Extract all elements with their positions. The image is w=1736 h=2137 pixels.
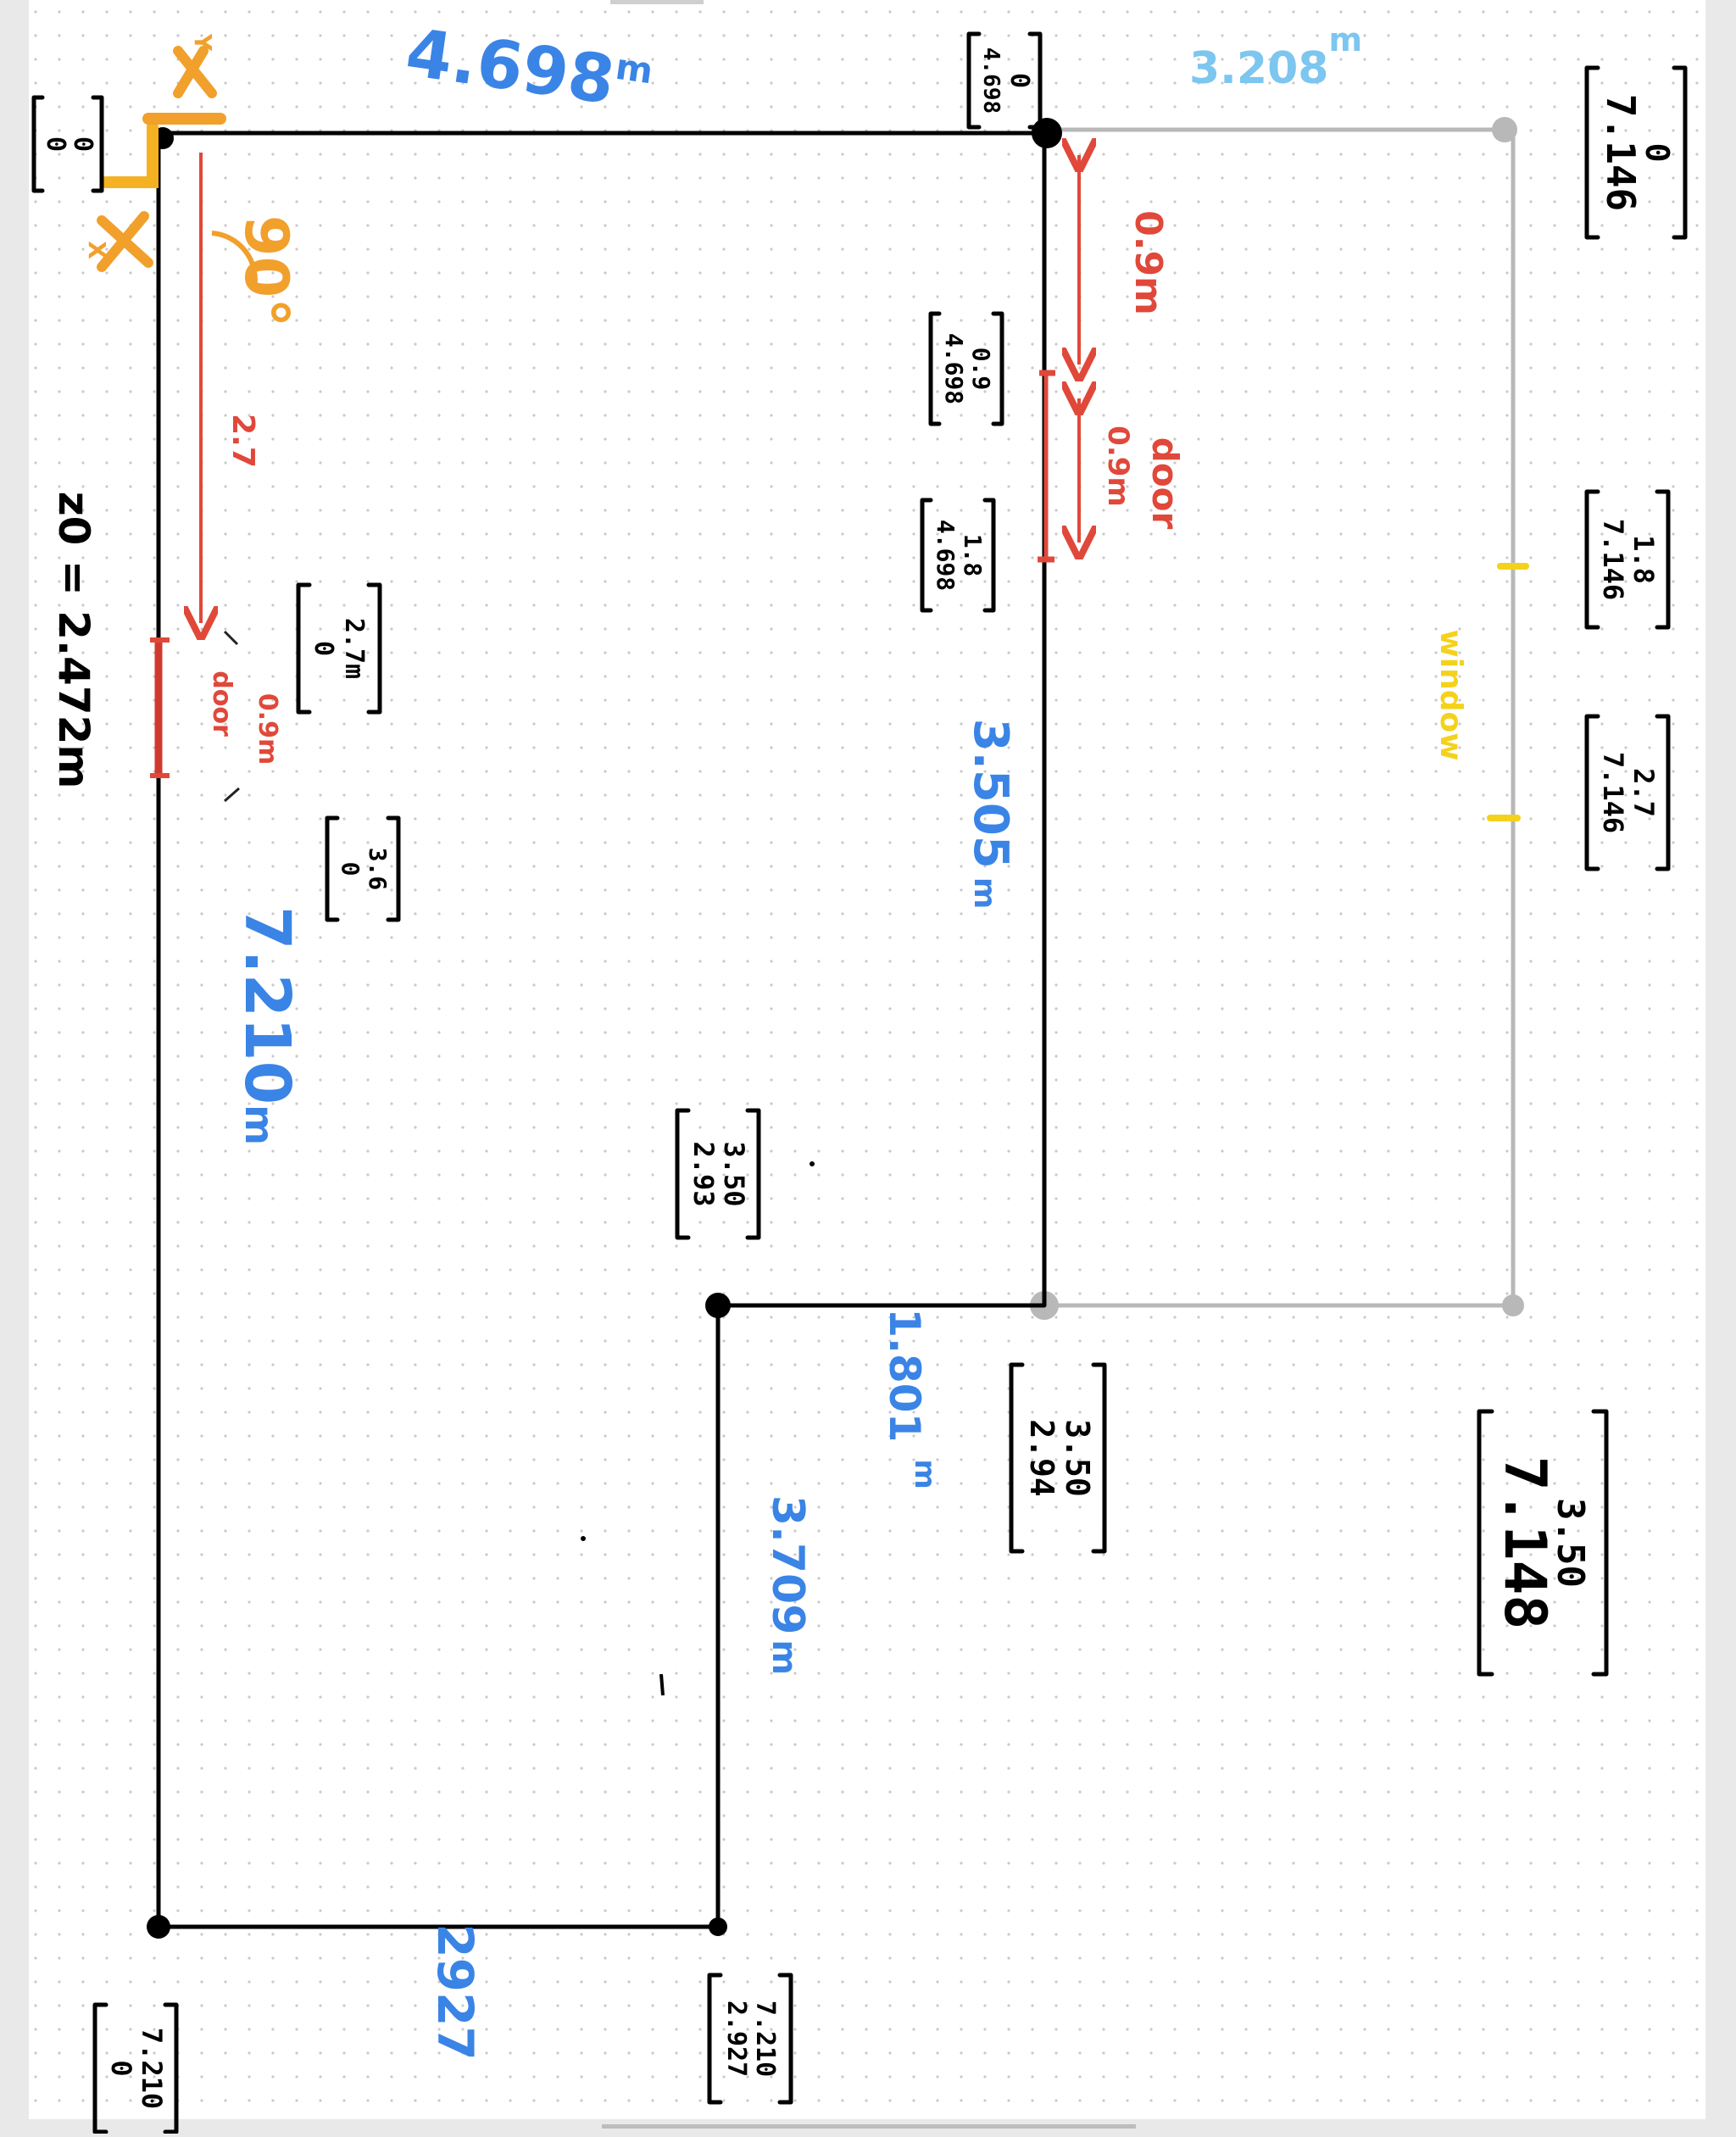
svg-text:2.94: 2.94 — [1023, 1419, 1060, 1497]
top-wall-unit: m — [613, 45, 656, 92]
svg-text:1.8: 1.8 — [959, 533, 987, 577]
top-wall-length: 4.698 — [401, 14, 620, 120]
bottom-scroll-indicator[interactable] — [602, 2124, 1136, 2129]
angle-value: 90° — [231, 214, 301, 328]
svg-text:2.7m: 2.7m — [339, 617, 369, 680]
door-2-width: 0.9m — [1101, 426, 1135, 507]
lower-right-wall-unit: m — [765, 1639, 804, 1676]
svg-text:2.927: 2.927 — [721, 2000, 751, 2078]
step-unit: m — [908, 1459, 942, 1489]
svg-text:0: 0 — [41, 136, 70, 153]
step-length: 1.801 — [880, 1308, 929, 1443]
outer-top-unit: m — [1328, 21, 1363, 58]
svg-text:0: 0 — [68, 136, 97, 153]
svg-text:7.146: 7.146 — [1597, 518, 1629, 601]
right-wall-length: 3.505 — [963, 718, 1018, 869]
svg-text:0: 0 — [337, 861, 364, 877]
axis-x-label: X — [83, 241, 111, 259]
svg-text:2.7: 2.7 — [1628, 768, 1660, 817]
left-door-width: 0.9m — [253, 693, 282, 765]
svg-text:1.8: 1.8 — [1628, 535, 1660, 584]
svg-text:0: 0 — [1639, 142, 1676, 163]
svg-text:3.50: 3.50 — [718, 1141, 750, 1207]
door-1-width: 0.9m — [1127, 210, 1170, 315]
left-segment-length: 2.7 — [225, 414, 260, 468]
svg-text:7.148: 7.148 — [1491, 1455, 1558, 1630]
outer-top-length: 3.208 — [1188, 43, 1329, 94]
left-wall-length: 7.210 — [231, 905, 303, 1105]
z0-label: z0 = 2.472m — [49, 491, 98, 789]
lower-right-wall-length: 3.709 — [762, 1494, 813, 1635]
svg-text:0: 0 — [1004, 72, 1034, 89]
stray-mark — [661, 1674, 663, 1695]
svg-text:7.210: 7.210 — [136, 2027, 168, 2110]
left-door-label: door — [207, 671, 236, 737]
bottom-wall-length: 2927 — [426, 1923, 484, 2061]
svg-text:3.50: 3.50 — [1059, 1419, 1096, 1497]
top-scroll-indicator[interactable] — [610, 0, 704, 4]
door-label: door — [1144, 437, 1186, 530]
bottom-left-point[interactable] — [147, 1915, 170, 1939]
right-wall-unit: m — [967, 877, 1002, 910]
svg-text:4.698: 4.698 — [978, 47, 1004, 114]
svg-text:3.6: 3.6 — [364, 847, 392, 891]
stray-dot — [581, 1536, 586, 1541]
bottom-right-point[interactable] — [709, 1917, 727, 1936]
svg-text:0.9: 0.9 — [967, 347, 995, 391]
step-point[interactable] — [705, 1293, 731, 1318]
left-wall-unit: m — [236, 1105, 282, 1146]
svg-text:3.50: 3.50 — [1549, 1498, 1592, 1588]
svg-text:7.210: 7.210 — [750, 2000, 780, 2078]
window-label: window — [1433, 629, 1468, 761]
svg-text:0: 0 — [309, 640, 338, 657]
svg-text:7.146: 7.146 — [1598, 93, 1644, 212]
svg-text:4.698: 4.698 — [940, 332, 968, 405]
svg-text:7.146: 7.146 — [1597, 751, 1629, 834]
svg-text:4.698: 4.698 — [932, 519, 960, 592]
axis-y-label: Y — [189, 33, 217, 52]
top-right-point[interactable] — [1032, 118, 1062, 148]
svg-text:0: 0 — [105, 2060, 137, 2077]
svg-text:2.93: 2.93 — [687, 1141, 720, 1207]
stray-dot — [810, 1161, 815, 1166]
